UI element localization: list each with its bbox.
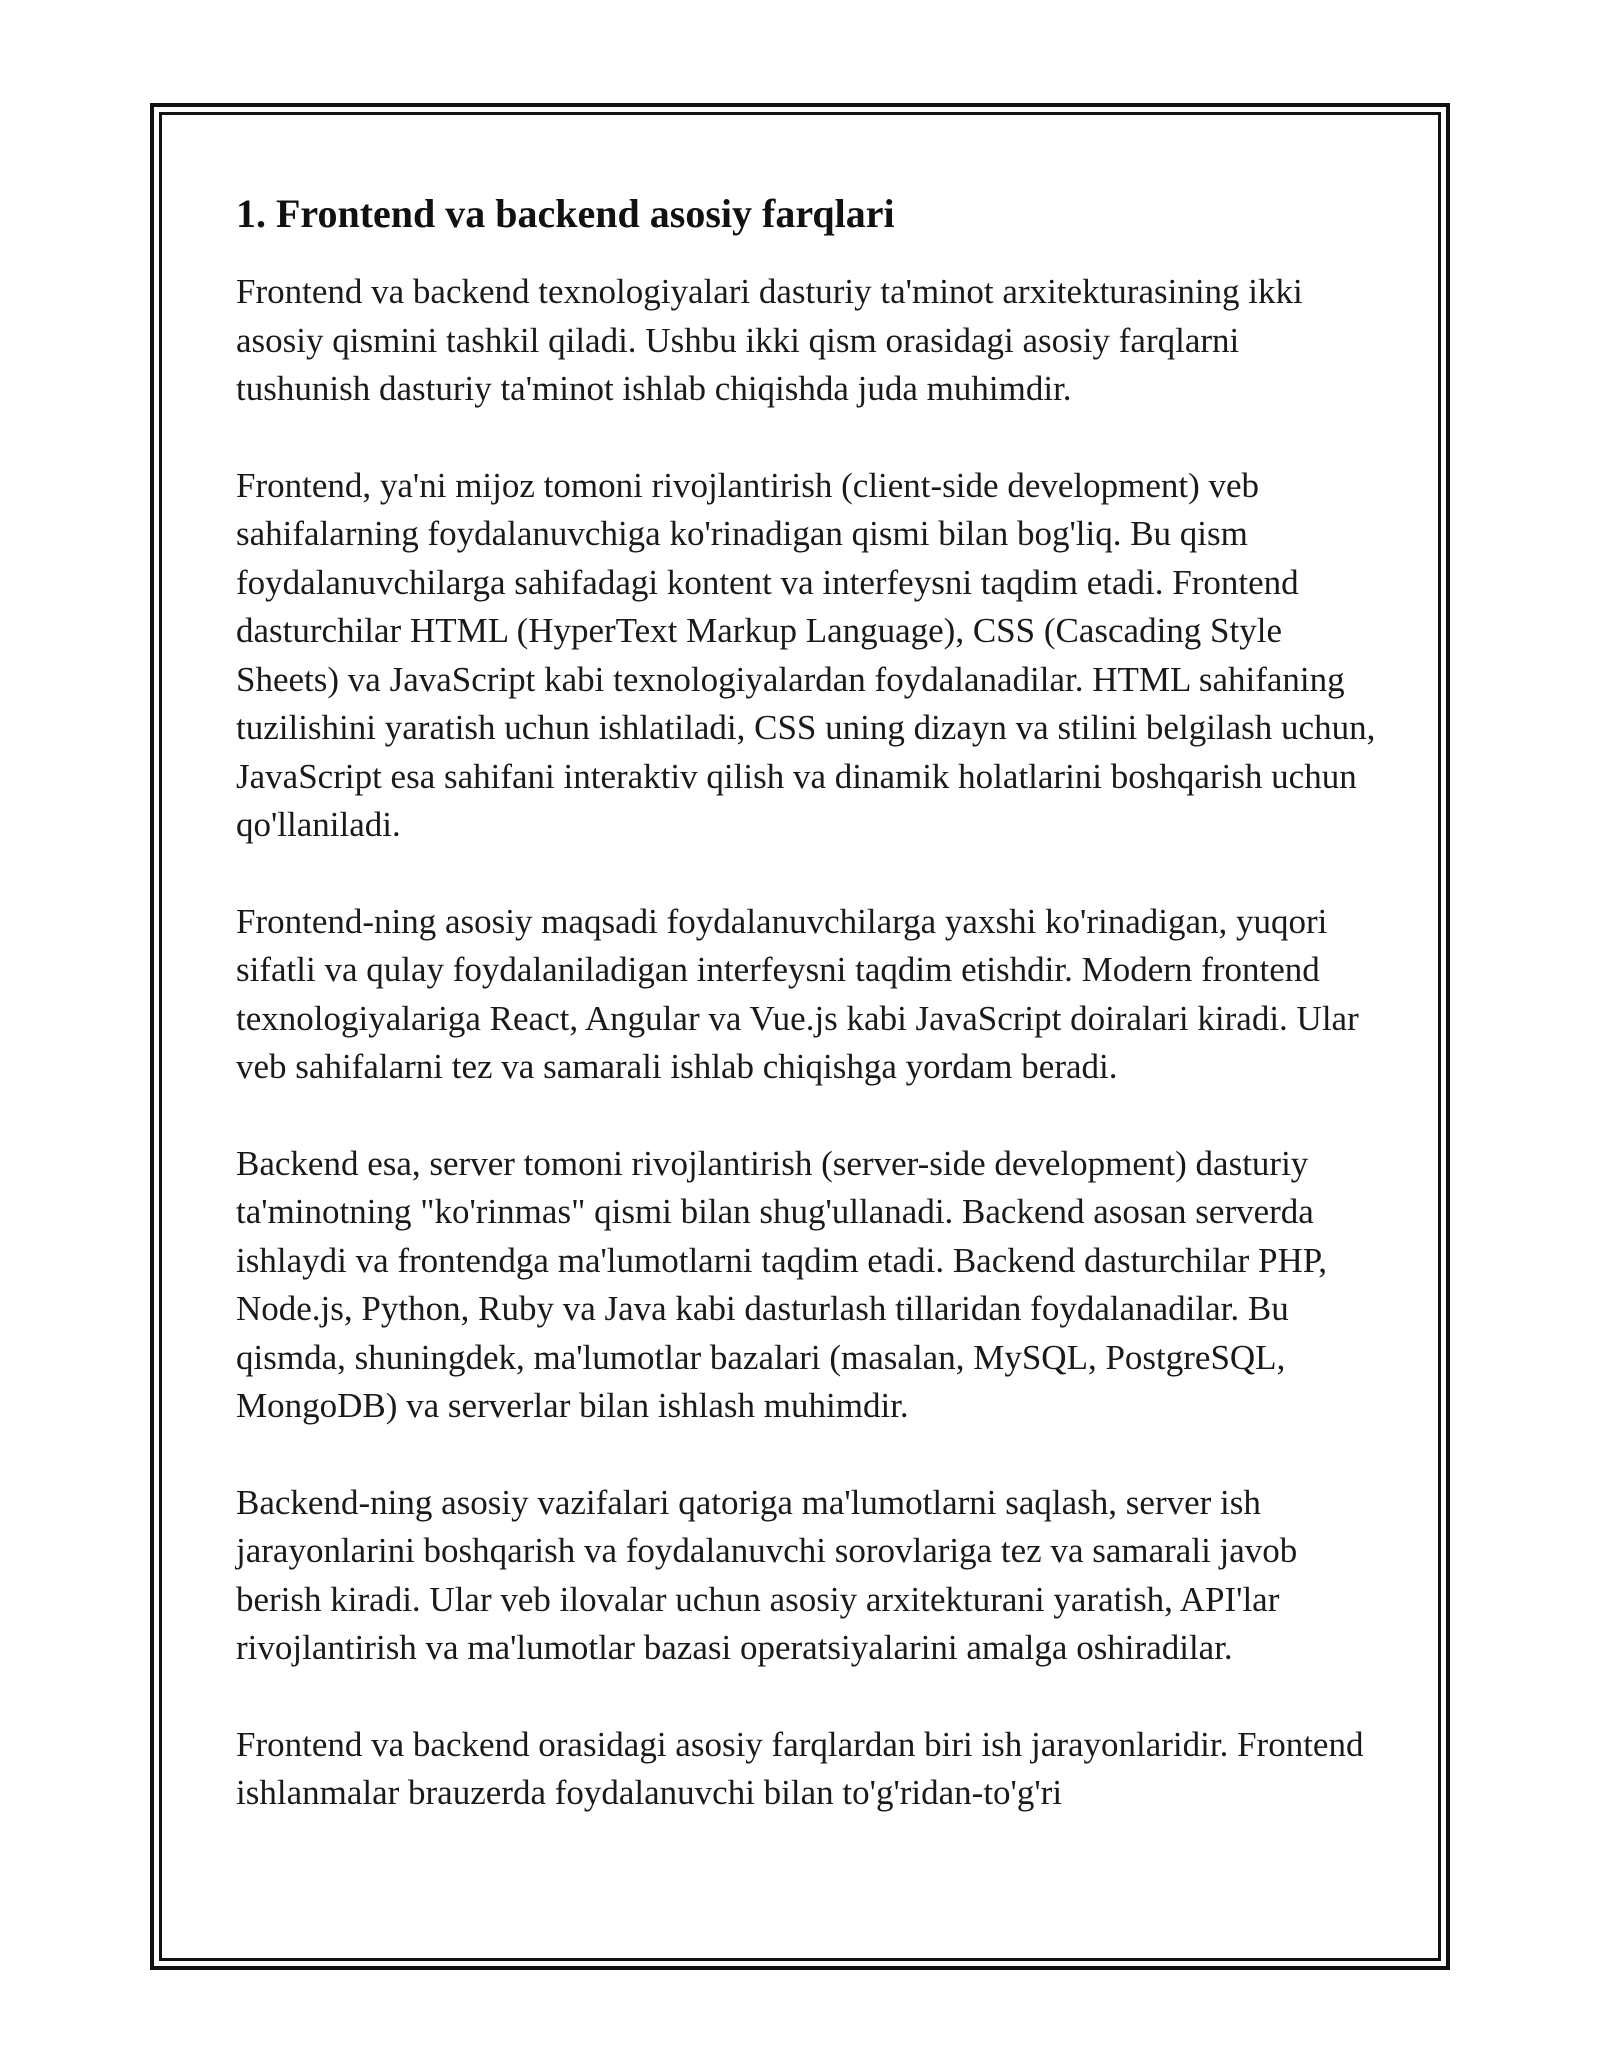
paragraph-differences: Frontend va backend orasidagi asosiy farqlardan biri ish jarayonlaridir. Frontend ishlanmalar brauzerda foydalanuvchi bilan to'g'ridan-to'g'ri <box>236 1724 1364 1812</box>
section-heading: 1. Frontend va backend asosiy farqlari <box>236 191 895 236</box>
paragraph-backend-tasks: Backend-ning asosiy vazifalari qatoriga ma'lumotlarni saqlash, server ish jarayonlarini boshqarish va foydalanuvchi sorovlariga tez va samarali javob berish kiradi. Ular veb ilovalar uchun asosiy arxitekturani yaratish, API'lar rivojlantirish va ma'lumotlar bazasi operatsiyalarini amalga oshiradilar. <box>236 1482 1298 1667</box>
paragraph-frontend-definition: Frontend, ya'ni mijoz tomoni rivojlantirish (client-side development) veb sahifalarning foydalanuvchiga ko'rinadigan qismi bilan bog'liq. Bu qism foydalanuvchilarga sahifadagi kontent va interfeysni taqdim etadi. Frontend dasturchilar HTML (HyperText Markup Language), CSS (Cascading Style Sheets) va JavaScript kabi texnologiyalardan foydalanadilar. HTML sahifaning tuzilishini yaratish uchun ishlatiladi, CSS uning dizayn va stilini belgilash uchun, JavaScript esa sahifani interaktiv qilish va dinamik holatlarini boshqarish uchun qo'llaniladi. <box>236 465 1376 844</box>
paragraph-frontend-goal: Frontend-ning asosiy maqsadi foydalanuvchilarga yaxshi ko'rinadigan, yuqori sifatli va qulay foydalaniladigan interfeysni taqdim etishdir. Modern frontend texnologiyalariga React, Angular va Vue.js kabi JavaScript doiralari kiradi. Ular veb sahifalarni tez va samarali ishlab chiqishga yordam beradi. <box>236 901 1359 1086</box>
paragraph-backend-definition: Backend esa, server tomoni rivojlantirish (server-side development) dasturiy ta'minotning "ko'rinmas" qismi bilan shug'ullanadi. Backend asosan serverda ishlaydi va frontendga ma'lumotlarni taqdim etadi. Backend dasturchilar PHP, Node.js, Python, Ruby va Java kabi dasturlash tillaridan foydalanadilar. Bu qismda, shuningdek, ma'lumotlar bazalari (masalan, MySQL, PostgreSQL, MongoDB) va serverlar bilan ishlash muhimdir. <box>236 1143 1328 1425</box>
paragraph-intro: Frontend va backend texnologiyalari dasturiy ta'minot arxitekturasining ikki asosiy qismini tashkil qiladi. Ushbu ikki qism orasidagi asosiy farqlarni tushunish dasturiy ta'minot ishlab chiqishda juda muhimdir. <box>236 272 1303 408</box>
document-content <box>236 186 1376 1866</box>
